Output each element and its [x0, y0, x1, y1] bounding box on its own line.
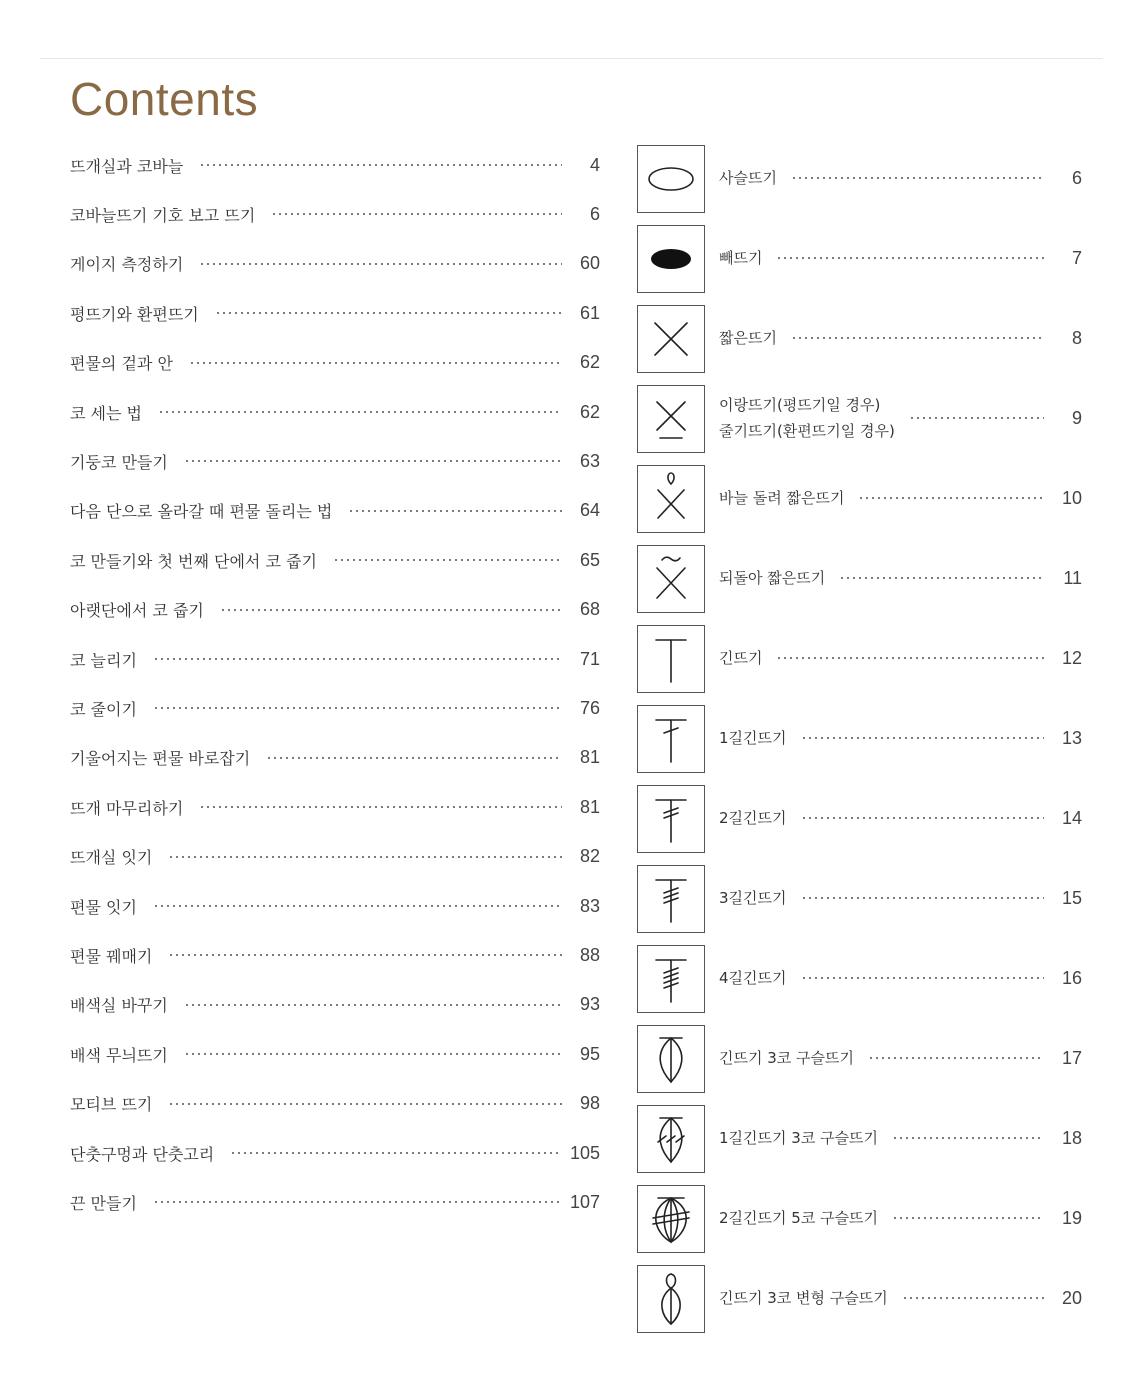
symbol-entry-label: 짧은뜨기 [719, 329, 777, 347]
symbol-entry-text [719, 1185, 1082, 1251]
toc-page-number: 18 [1061, 1127, 1082, 1148]
toc-entry-label: 배색 무늬뜨기 [70, 1045, 168, 1065]
toc-entry-label: 기울어지는 편물 바로잡기 [70, 749, 251, 769]
symbol-entry-label: 긴뜨기 3코 구슬뜨기 [719, 1049, 855, 1067]
toc-entry-label: 코 줄이기 [70, 699, 137, 719]
toc-page-number: 71 [579, 648, 600, 669]
toc-entry[interactable] [70, 397, 600, 427]
wrapped-single-crochet-icon [637, 465, 705, 533]
toc-entry[interactable] [70, 545, 600, 575]
toc-page-number: 15 [1061, 887, 1082, 908]
toc-entry-label: 뜨개실 잇기 [70, 848, 153, 868]
toc-page-number: 95 [579, 1043, 600, 1064]
page-title: Contents [70, 73, 259, 125]
symbol-entry-label: 4길긴뜨기 [719, 969, 787, 987]
dot-leader [902, 1297, 1044, 1299]
toc-page-number: 11 [1063, 567, 1082, 588]
toc-entry-label: 단춧구멍과 단춧고리 [70, 1144, 215, 1164]
dot-leader [801, 897, 1044, 899]
dot-leader [189, 362, 562, 364]
modified-puff-icon [637, 1265, 705, 1333]
toc-page-number: 14 [1061, 807, 1082, 828]
toc-entry-label: 모티브 뜨기 [70, 1095, 153, 1115]
reverse-single-crochet-icon [637, 545, 705, 613]
toc-page-number: 81 [579, 747, 600, 768]
dot-leader [184, 460, 562, 462]
dot-leader [153, 1201, 560, 1203]
toc-entry-label: 배색실 바꾸기 [70, 996, 168, 1016]
dot-leader [220, 609, 562, 611]
dot-leader [791, 337, 1044, 339]
toc-entry[interactable] [70, 693, 600, 723]
dot-leader [333, 559, 562, 561]
toc-page-number: 88 [579, 944, 600, 965]
toc-entry[interactable] [70, 1089, 600, 1119]
symbol-entry-label: 2길긴뜨기 [719, 809, 787, 827]
single-crochet-x-icon [637, 305, 705, 373]
tr-5-bobble-icon [637, 1185, 705, 1253]
dot-leader [215, 312, 562, 314]
toc-page-number: 16 [1061, 967, 1082, 988]
symbol-entry[interactable] [637, 1105, 1082, 1173]
toc-entry[interactable] [70, 150, 600, 180]
symbol-entry-text [719, 225, 1082, 291]
toc-entry-label: 코 만들기와 첫 번째 단에서 코 줍기 [70, 551, 317, 571]
toc-entry-label: 코 늘리기 [70, 650, 137, 670]
symbol-entry-label: 되돌아 짧은뜨기 [719, 569, 826, 587]
symbol-entry[interactable] [637, 625, 1082, 693]
dot-leader [868, 1057, 1044, 1059]
symbol-entry-label-line2: 줄기뜨기(환편뜨기일 경우) [719, 422, 895, 440]
dot-leader [199, 164, 562, 166]
symbol-entry-label: 1길긴뜨기 3코 구슬뜨기 [719, 1129, 879, 1147]
toc-entry-label: 끈 만들기 [70, 1193, 137, 1213]
toc-entry-label: 편물의 겉과 안 [70, 354, 173, 374]
dot-leader [892, 1217, 1044, 1219]
toc-page-number: 6 [589, 203, 600, 224]
dot-leader [158, 411, 562, 413]
symbol-entry[interactable] [637, 705, 1082, 773]
symbol-entry-label: 3길긴뜨기 [719, 889, 787, 907]
dot-leader [348, 510, 562, 512]
toc-entry[interactable] [70, 298, 600, 328]
dot-leader [892, 1137, 1044, 1139]
toc-page-number: 63 [579, 450, 600, 471]
symbol-entry-text [719, 1265, 1082, 1331]
symbol-entry[interactable] [637, 1265, 1082, 1333]
toc-entry[interactable] [70, 496, 600, 526]
symbol-entry[interactable] [637, 945, 1082, 1013]
toc-page-number: 20 [1061, 1287, 1082, 1308]
symbol-entry-text [719, 385, 1082, 451]
dot-leader [801, 817, 1044, 819]
symbol-entry-label: 긴뜨기 [719, 649, 763, 667]
dot-leader [230, 1152, 560, 1154]
toc-page-number: 68 [579, 599, 600, 620]
symbol-entry-text [719, 465, 1082, 531]
toc-page-number: 60 [579, 253, 600, 274]
toc-entry-label: 코바늘뜨기 기호 보고 뜨기 [70, 205, 256, 225]
toc-entry[interactable] [70, 1039, 600, 1069]
dot-leader [168, 856, 562, 858]
symbol-entry[interactable] [637, 305, 1082, 373]
double-crochet-icon [637, 705, 705, 773]
top-rule [40, 58, 1103, 59]
toc-entry[interactable] [70, 743, 600, 773]
toc-entry[interactable] [70, 842, 600, 872]
symbol-entry-label: 바늘 돌려 짧은뜨기 [719, 489, 845, 507]
toc-page-number: 10 [1061, 487, 1082, 508]
dc-3-bobble-icon [637, 1105, 705, 1173]
toc-entry[interactable] [70, 1138, 600, 1168]
dot-leader [153, 658, 562, 660]
dot-leader [801, 977, 1044, 979]
toc-page-number: 6 [1071, 167, 1082, 188]
toc-entry[interactable] [70, 595, 600, 625]
symbol-entry-label [719, 392, 899, 444]
symbol-entry[interactable] [637, 465, 1082, 533]
symbol-entry-text [719, 145, 1082, 211]
symbol-entry[interactable] [637, 545, 1082, 613]
dot-leader [199, 263, 562, 265]
toc-entry[interactable] [70, 891, 600, 921]
symbol-entry-label: 사슬뜨기 [719, 169, 777, 187]
toc-page-number: 105 [569, 1142, 600, 1163]
dot-leader [153, 707, 562, 709]
symbol-entry-text [719, 785, 1082, 851]
symbol-entry[interactable] [637, 225, 1082, 293]
symbol-entry-text [719, 1025, 1082, 1091]
symbol-entry-label: 1길긴뜨기 [719, 729, 787, 747]
toc-entry[interactable] [70, 348, 600, 378]
toc-page-number: 81 [579, 796, 600, 817]
dot-leader [791, 177, 1044, 179]
toc-entry-label: 기둥코 만들기 [70, 452, 168, 472]
toc-page-number: 64 [579, 500, 600, 521]
toc-page-number: 76 [579, 697, 600, 718]
toc-entry[interactable] [70, 792, 600, 822]
symbol-entry[interactable] [637, 785, 1082, 853]
symbol-entry-text [719, 705, 1082, 771]
toc-entry-label: 다음 단으로 올라갈 때 편물 돌리는 법 [70, 502, 333, 522]
chain-stitch-oval-icon [637, 145, 705, 213]
toc-page-number: 107 [569, 1191, 600, 1212]
toc-page-number: 98 [579, 1093, 600, 1114]
symbol-entry[interactable] [637, 1025, 1082, 1093]
double-treble-crochet-icon [637, 865, 705, 933]
symbol-entry[interactable] [637, 1185, 1082, 1253]
toc-entry-label: 편물 꿰매기 [70, 946, 153, 966]
dot-leader [776, 257, 1044, 259]
toc-page-number: 8 [1071, 327, 1082, 348]
toc-page-number: 7 [1071, 247, 1082, 268]
toc-entry-label: 게이지 측정하기 [70, 255, 184, 275]
toc-page-number: 65 [579, 549, 600, 570]
dot-leader [153, 905, 562, 907]
symbol-entry-label: 긴뜨기 3코 변형 구슬뜨기 [719, 1289, 888, 1307]
symbol-entry-label: 2길긴뜨기 5코 구슬뜨기 [719, 1209, 879, 1227]
dot-leader [801, 737, 1044, 739]
half-double-crochet-t-icon [637, 625, 705, 693]
symbol-entry-text [719, 625, 1082, 691]
toc-entry-label: 뜨개실과 코바늘 [70, 156, 184, 176]
toc-page-number: 4 [589, 154, 600, 175]
toc-page-number: 17 [1061, 1047, 1082, 1068]
toc-page-number: 12 [1061, 647, 1082, 668]
dot-leader [266, 757, 562, 759]
toc-page-number: 83 [579, 895, 600, 916]
toc-page-number: 19 [1061, 1207, 1082, 1228]
slip-stitch-filled-oval-icon [637, 225, 705, 293]
dot-leader [858, 497, 1044, 499]
toc-entry[interactable] [70, 1187, 600, 1217]
toc-entry[interactable] [70, 446, 600, 476]
toc-entry[interactable] [70, 249, 600, 279]
triple-treble-crochet-icon [637, 945, 705, 1013]
symbol-entry[interactable] [637, 865, 1082, 933]
toc-page-number: 82 [579, 846, 600, 867]
symbol-entry-label-line1: 이랑뜨기(평뜨기일 경우) [719, 396, 881, 414]
dot-leader [909, 417, 1044, 419]
toc-page-number: 61 [579, 302, 600, 323]
hdc-3-puff-icon [637, 1025, 705, 1093]
dot-leader [184, 1004, 562, 1006]
dot-leader [776, 657, 1044, 659]
symbol-entry-text [719, 1105, 1082, 1171]
toc-entry-label: 평뜨기와 환편뜨기 [70, 304, 199, 324]
toc-page-number: 62 [579, 401, 600, 422]
dot-leader [168, 1103, 562, 1105]
dot-leader [199, 806, 562, 808]
toc-page-number: 93 [579, 994, 600, 1015]
toc-entry-label: 편물 잇기 [70, 897, 137, 917]
symbol-entry-text [719, 945, 1082, 1011]
toc-entry[interactable] [70, 940, 600, 970]
dot-leader [184, 1053, 562, 1055]
toc-page-number: 9 [1071, 407, 1082, 428]
toc-entry-label: 아랫단에서 코 줍기 [70, 601, 204, 621]
treble-crochet-icon [637, 785, 705, 853]
toc-page-number: 62 [579, 352, 600, 373]
dot-leader [271, 213, 562, 215]
toc-entry[interactable] [70, 199, 600, 229]
symbol-entry-text [719, 865, 1082, 931]
dot-leader [168, 954, 562, 956]
toc-entry-label: 뜨개 마무리하기 [70, 798, 184, 818]
symbol-entry-label: 빼뜨기 [719, 249, 763, 267]
toc-page-number: 13 [1061, 727, 1082, 748]
symbol-entry-text [719, 545, 1082, 611]
dot-leader [839, 577, 1044, 579]
back-loop-x-underline-icon [637, 385, 705, 453]
symbol-entry-text [719, 305, 1082, 371]
toc-entry-label: 코 세는 법 [70, 403, 142, 423]
symbol-entry[interactable] [637, 385, 1082, 453]
toc-entry[interactable] [70, 990, 600, 1020]
toc-entry[interactable] [70, 644, 600, 674]
symbol-entry[interactable] [637, 145, 1082, 213]
